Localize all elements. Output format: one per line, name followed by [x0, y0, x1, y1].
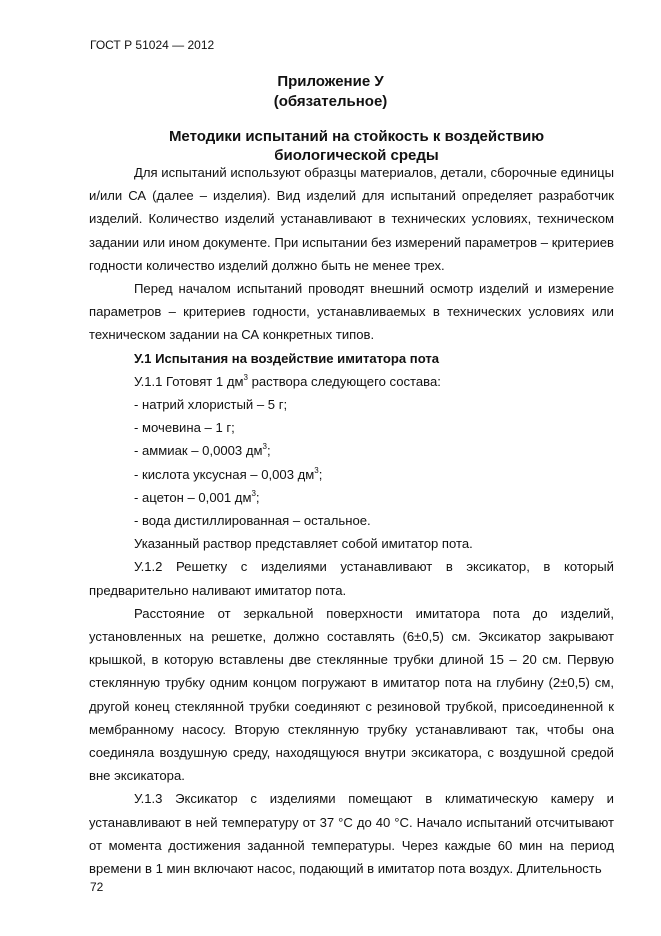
list-item: - кислота уксусная – 0,003 $дм^3$;	[134, 465, 323, 482]
list-item: - вода дистиллированная – остальное.	[134, 513, 371, 529]
clause-u111: У.1.1 Готовят 1 $дм^3$ раствора следующего состава:	[134, 372, 441, 389]
list-item: - мочевина – 1 г;	[134, 420, 235, 436]
appendix-title: Приложение У	[277, 73, 384, 90]
section-title-line-1: Методики испытаний на стойкость к воздействию	[168, 128, 545, 145]
list-item: - аммиак – 0,0003 $дм^3$;	[134, 442, 271, 459]
paragraph-samples: Для испытаний используют образцы материалов, детали, сборочные единицы и/или СА (далее – изделия). Вид изделий для испытаний определяет разработчик изделий. Количество изделий устанавливают в технических условиях, техническом задании или ином документе. При испытании без измерений параметров – критериев годности количество изделий должно быть не менее трех.	[89, 165, 614, 273]
page-number: 72	[90, 880, 104, 894]
paragraph-inspection: Перед началом испытаний проводят внешний осмотр изделий и измерение параметров – критериев годности, устанавливаемых в технических условиях или техническом задании на СА конкретных типов.	[89, 281, 614, 343]
paragraph-solution: Указанный раствор представляет собой имитатор пота.	[134, 536, 473, 552]
clause-u112: У.1.2 Решетку с изделиями устанавливают в эксикатор, в который предварительно наливают имитатор пота.	[89, 559, 614, 598]
paragraph-desiccator: Расстояние от зеркальной поверхности имитатора пота до изделий, установленных на решетке, должно составлять (6±0,5) см. Эксикатор закрывают крышкой, в которую вставлены две стеклянные трубки длиной 15 – 20 см. Первую стеклянную трубку одним концом погружают в имитатор пота на глубину (2±0,5) см, другой конец стеклянной трубки соединяют с резиновой трубкой, присоединенной к мембранному насосу. Вторую стеклянную трубку устанавливают так, чтобы она соединяла воздушную среду, находящуюся внутри эксикатора, с воздушной средой вне эксикатора.	[89, 605, 614, 784]
appendix-status: (обязательное)	[273, 93, 388, 110]
clause-u113: У.1.3 Эксикатор с изделиями помещают в климатическую камеру и устанавливают в ней температуру от 37 °С до 40 °С. Начало испытаний отсчитывают от момента достижения заданной температуры. Через каждые 60 мин на период времени в 1 мин включают насос, подающий в имитатор пота воздух. Длительность	[89, 791, 614, 877]
subsection-heading-u1: У.1 Испытания на воздействие имитатора пота	[134, 350, 440, 366]
section-title-line-2: биологической среды	[274, 147, 439, 164]
appendix-heading	[0, 72, 661, 112]
document-standard-header: ГОСТ Р 51024 — 2012	[90, 38, 215, 52]
section-title	[0, 127, 661, 165]
document-body	[89, 161, 614, 880]
list-item: - натрий хлористый – 5 г;	[134, 397, 288, 413]
list-item: - ацетон – 0,001 $дм^3$;	[134, 488, 260, 505]
